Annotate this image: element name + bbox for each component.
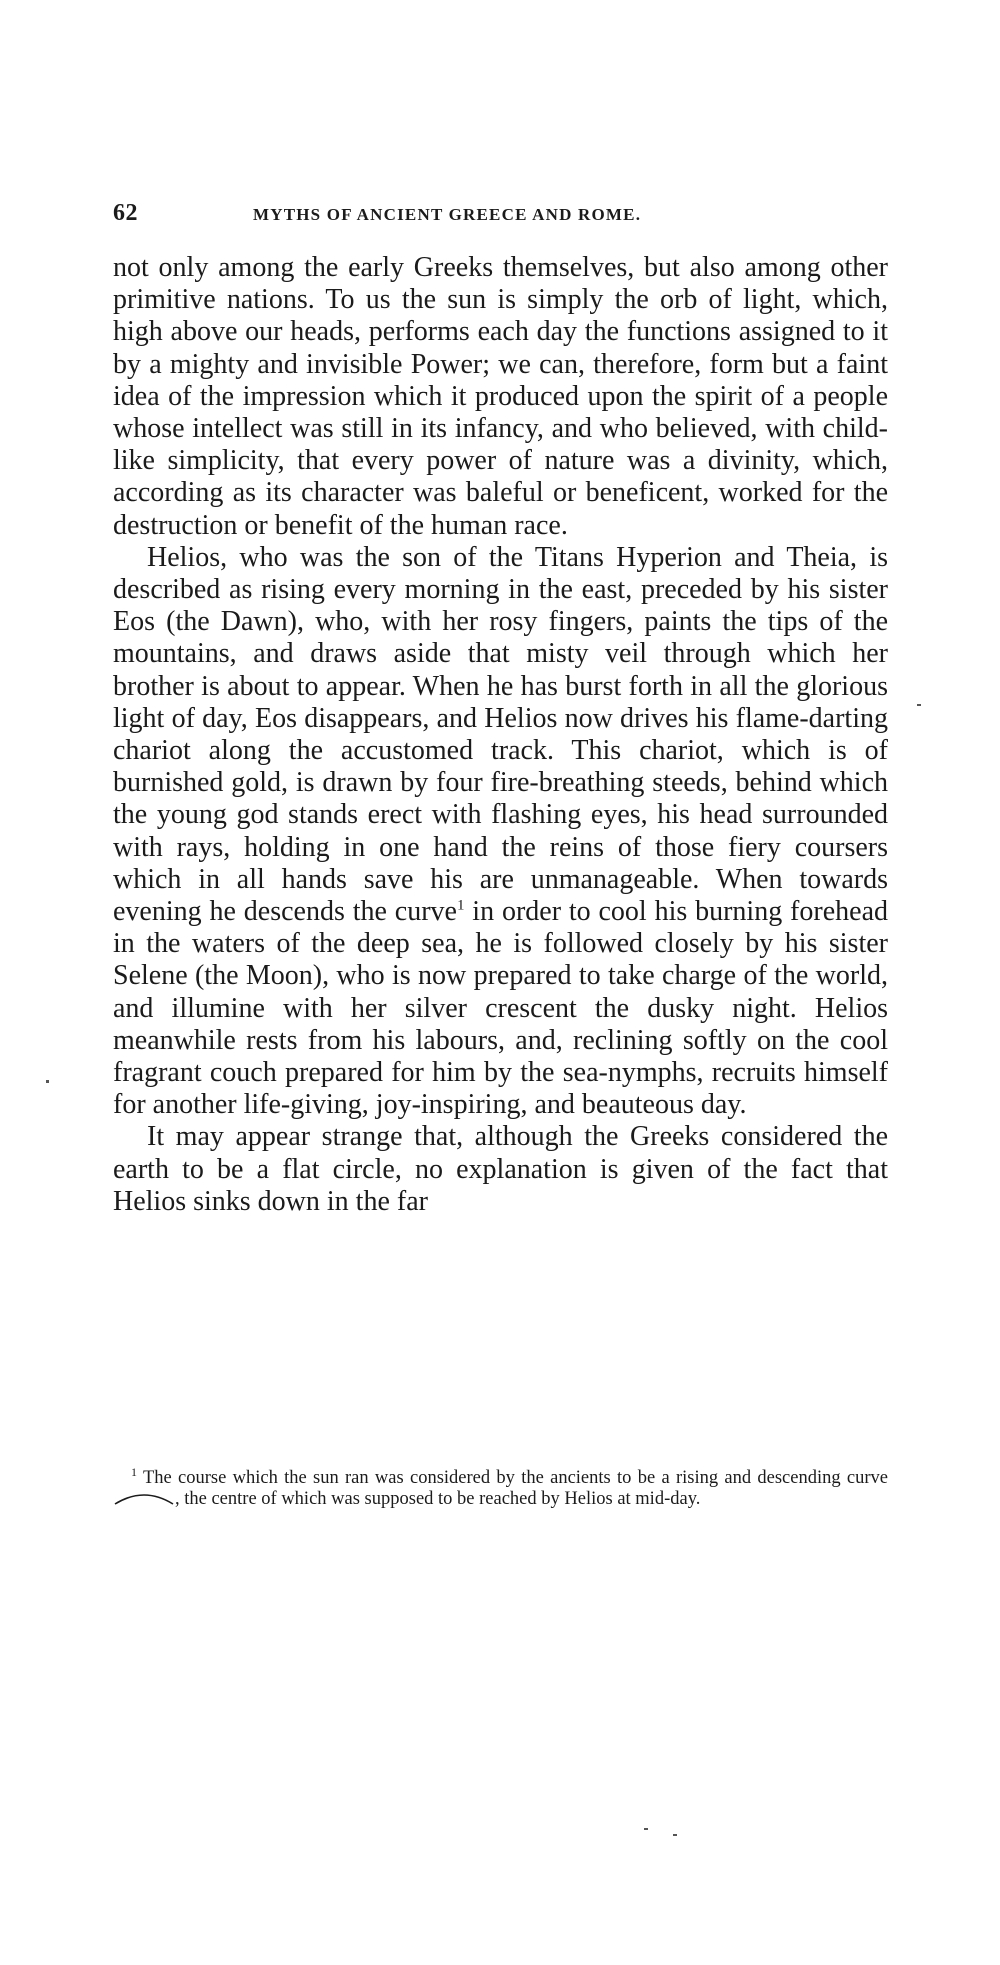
body-text [113, 252, 888, 1218]
footnote-reference: 1 [456, 897, 465, 914]
footnote-1 [113, 1464, 889, 1510]
paragraph-2-part-2: in order to cool his burning forehead in the waters of the deep sea, he is followed closely by his sister Selene (the Moon), who is now prepared to take charge of the world, and illumine with her silver crescent the dusky night. Helios meanwhile rests from his labours, and, reclining softly on the cool fragrant couch prepared for him by the sea-nymphs, recruits himself for another life-giving, joy-inspiring, and beauteous day. [113, 896, 888, 1121]
paragraph-3: It may appear strange that, although the Greeks considered the earth to be a flat circle, no explanation is given of the fact that Helios sinks down in the far [113, 1121, 888, 1217]
footnotes [113, 1464, 889, 1510]
paragraph-1: not only among the early Greeks themselves, but also among other primitive nations. To us the sun is simply the orb of light, which, high above our heads, performs each day the functions assigned to it by a mighty and invisible Power; we can, therefore, form but a faint idea of the impression which it produced upon the spirit of a people whose intellect was still in its infancy, and who believed, with child-like simplicity, that every power of nature was a divinity, which, according as its character was baleful or beneficent, worked for the destruction or benefit of the human race. [113, 252, 888, 541]
curve-arc-icon [113, 1492, 175, 1506]
footnote-text-part-1: The course which the sun ran was considered by the ancients to be a rising and descending curve [142, 1468, 889, 1488]
scan-speck [644, 1828, 648, 1830]
scan-speck [673, 1834, 677, 1836]
paragraph-2-part-1: Helios, who was the son of the Titans Hyperion and Theia, is described as rising every morning in the east, preceded by his sister Eos (the Dawn), who, with her rosy fingers, paints the tips of the mountains, and draws aside that misty veil through which her brother is about to appear. When he has burst forth in all the glorious light of day, Eos disappears, and Helios now drives his flame-darting chariot along the accustomed track. This chariot, which is of burnished gold, is drawn by four fire-breathing steeds, behind which the young god stands erect with flashing eyes, his head surrounded with rays, holding in one hand the reins of those fiery coursers which in all hands save his are unmanageable. When towards evening he descends the curve [113, 541, 888, 928]
page-number: 62 [113, 200, 138, 226]
running-title: MYTHS OF ANCIENT GREECE AND ROME. [253, 205, 642, 224]
paragraph-2 [113, 542, 888, 1122]
page-header [113, 200, 753, 230]
scan-speck [46, 1080, 49, 1083]
footnote-text-part-2: , the centre of which was supposed to be reached by Helios at mid-day. [175, 1489, 701, 1509]
footnote-marker: 1 [131, 1464, 137, 1479]
scan-speck [917, 704, 921, 706]
